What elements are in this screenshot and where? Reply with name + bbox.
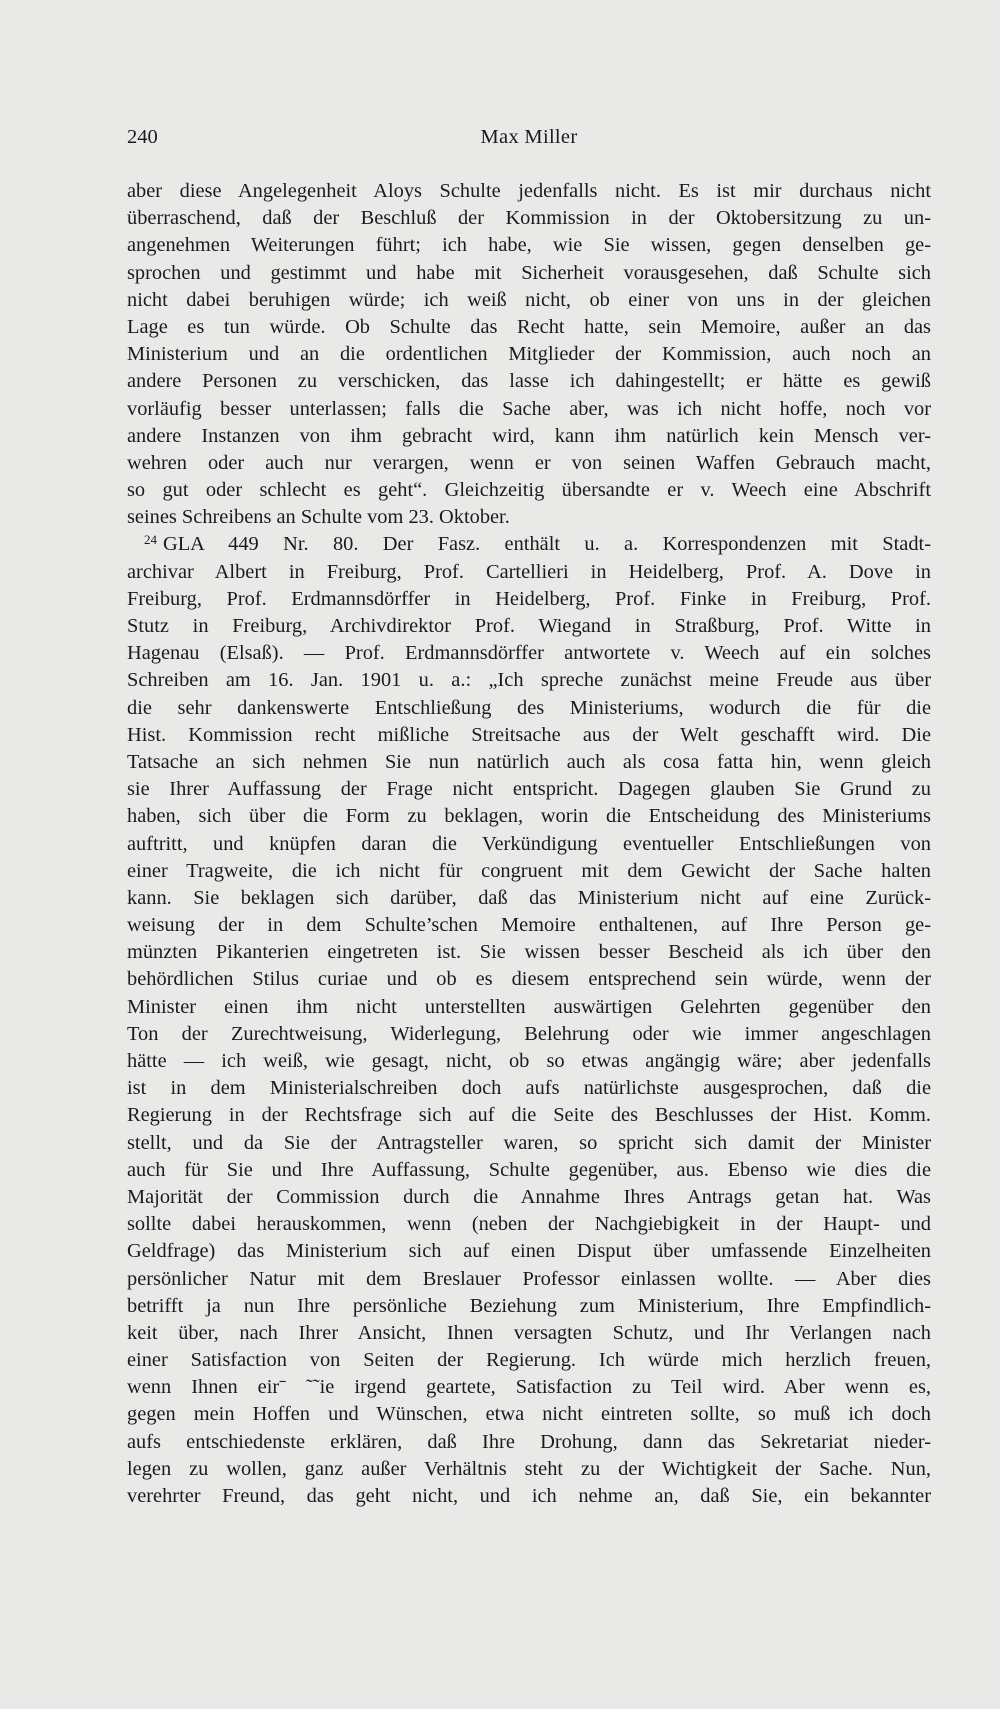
text-line: aufs entschiedenste erklären, daß Ihre Drohung, dann das Sekretariat nieder- [127, 1430, 931, 1453]
text-line: wenn Ihnen eirˉ ˜˜ie irgend geartete, Satisfaction zu Teil wird. Aber wenn es, [127, 1376, 931, 1399]
footnote-first-line [127, 531, 931, 558]
text-line: Hagenau (Elsaß). — Prof. Erdmannsdörffer antwortete v. Weech auf ein solches [127, 642, 931, 665]
text-line: Tatsache an sich nehmen Sie nun natürlich auch als cosa fatta hin, wenn gleich [127, 750, 931, 773]
footnote-continuation [127, 178, 931, 531]
text-line: hätte — ich weiß, wie gesagt, nicht, ob so etwas angängig wäre; aber jedenfalls [127, 1050, 931, 1072]
text-line: münzten Pikanterien eingetreten ist. Sie wissen besser Bescheid als ich über den [127, 941, 931, 964]
running-title: Max Miller [480, 126, 578, 148]
text-line: gegen mein Hoffen und Wünschen, etwa nicht eintreten sollte, so muß ich doch [127, 1403, 931, 1426]
text-line: nicht dabei beruhigen würde; ich weiß nicht, ob einer von uns in der gleichen [127, 288, 931, 311]
text-line: Regierung in der Rechtsfrage sich auf die Seite des Beschlusses der Hist. Komm. [127, 1104, 931, 1127]
text-line: kann. Sie beklagen sich darüber, daß das Ministerium nicht auf eine Zurück- [127, 886, 931, 909]
text-line: einer Satisfaction von Seiten der Regierung. Ich würde mich herzlich freuen, [127, 1349, 931, 1372]
page-number: 240 [127, 126, 158, 148]
text-line: behördlichen Stilus curiae und ob es diesem entsprechend sein würde, wenn der [127, 968, 931, 991]
text-line: verehrter Freund, das geht nicht, und ich nehme an, daß Sie, ein bekannter [127, 1485, 931, 1507]
text-line: betrifft ja nun Ihre persönliche Beziehung zum Ministerium, Ihre Empfindlich- [127, 1294, 931, 1317]
footnote-text-block [127, 178, 931, 1510]
page-header [127, 122, 931, 152]
text-line: die sehr dankenswerte Entschließung des Ministeriums, wodurch die für die [127, 696, 931, 719]
text-line: auftritt, und knüpfen daran die Verkündigung eventueller Entschließungen von [127, 832, 931, 855]
text-line: ist in dem Ministerialschreiben doch aufs natürlichste ausgesprochen, daß die [127, 1077, 931, 1100]
text-line: einer Tragweite, die ich nicht für congruent mit dem Gewicht der Sache halten [127, 859, 931, 882]
text-line: andere Instanzen von ihm gebracht wird, kann ihm natürlich kein Mensch ver- [127, 424, 931, 447]
text-line: Hist. Kommission recht mißliche Streitsache aus der Welt geschafft wird. Die [127, 723, 931, 746]
text-line: vorläufig besser unterlassen; falls die Sache aber, was ich nicht hoffe, noch vor [127, 397, 931, 420]
text-line: Minister einen ihm nicht unterstellten auswärtigen Gelehrten gegenüber den [127, 995, 931, 1018]
text-line: wehren oder auch nur verargen, wenn er von seinen Waffen Gebrauch macht, [127, 451, 931, 474]
text-line: angenehmen Weiterungen führt; ich habe, wie Sie wissen, gegen denselben ge- [127, 234, 931, 257]
text-line: archivar Albert in Freiburg, Prof. Cartellieri in Heidelberg, Prof. A. Dove in [127, 560, 931, 583]
text-line: so gut oder schlecht es geht“. Gleichzeitig übersandte er v. Weech eine Abschrift [127, 479, 931, 502]
text-line: haben, sich über die Form zu beklagen, worin die Entscheidung des Ministeriums [127, 805, 931, 828]
text-line: Ministerium und an die ordentlichen Mitglieder der Kommission, auch noch an [127, 343, 931, 366]
text-line: auch für Sie und Ihre Auffassung, Schulte gegenüber, aus. Ebenso wie dies die [127, 1158, 931, 1181]
text-line: persönlicher Natur mit dem Breslauer Professor einlassen wollte. — Aber dies [127, 1267, 931, 1290]
text-line: aber diese Angelegenheit Aloys Schulte jedenfalls nicht. Es ist mir durchaus nicht [127, 180, 931, 202]
text-line: Freiburg, Prof. Erdmannsdörffer in Heidelberg, Prof. Finke in Freiburg, Prof. [127, 587, 931, 610]
text-line: sie Ihrer Auffassung der Frage nicht entspricht. Dagegen glauben Sie Grund zu [127, 778, 931, 801]
text-line: seines Schreibens an Schulte vom 23. Oktober. [127, 506, 510, 529]
text-line: Majorität der Commission durch die Annahme Ihres Antrags getan hat. Was [127, 1185, 931, 1208]
footnote-24 [127, 531, 931, 1510]
footnote-number: 24 [144, 532, 157, 548]
text-line: legen zu wollen, ganz außer Verhältnis steht zu der Wichtigkeit der Sache. Nun, [127, 1457, 931, 1480]
text-line: Geldfrage) das Ministerium sich auf einen Disput über umfassende Einzelheiten [127, 1240, 931, 1263]
text-line: weisung der in dem Schulte’schen Memoire enthaltenen, auf Ihre Person ge- [127, 914, 931, 937]
text-line: Schreiben am 16. Jan. 1901 u. a.: „Ich spreche zunächst meine Freude aus über [127, 669, 931, 692]
text-line: sollte dabei herauskommen, wenn (neben der Nachgiebigkeit in der Haupt- und [127, 1213, 931, 1236]
text-line: Stutz in Freiburg, Archivdirektor Prof. Wiegand in Straßburg, Prof. Witte in [127, 615, 931, 637]
text-line: Ton der Zurechtweisung, Widerlegung, Belehrung oder wie immer angeschlagen [127, 1022, 931, 1045]
text-line: sprochen und gestimmt und habe mit Sicherheit vorausgesehen, daß Schulte sich [127, 261, 931, 284]
text-line: Lage es tun würde. Ob Schulte das Recht hatte, sein Memoire, außer an das [127, 315, 931, 338]
text-line: stellt, und da Sie der Antragsteller waren, so spricht sich damit der Minister [127, 1131, 931, 1154]
text-line: überraschend, daß der Beschluß der Kommission in der Oktobersitzung zu un- [127, 207, 931, 230]
text-line: keit über, nach Ihrer Ansicht, Ihnen versagten Schutz, und Ihr Verlangen nach [127, 1321, 931, 1344]
text-line: andere Personen zu verschicken, das lasse ich dahingestellt; er hätte es gewiß [127, 370, 931, 393]
text-line: GLA 449 Nr. 80. Der Fasz. enthält u. a. Korrespondenzen mit Stadt- [163, 533, 931, 556]
